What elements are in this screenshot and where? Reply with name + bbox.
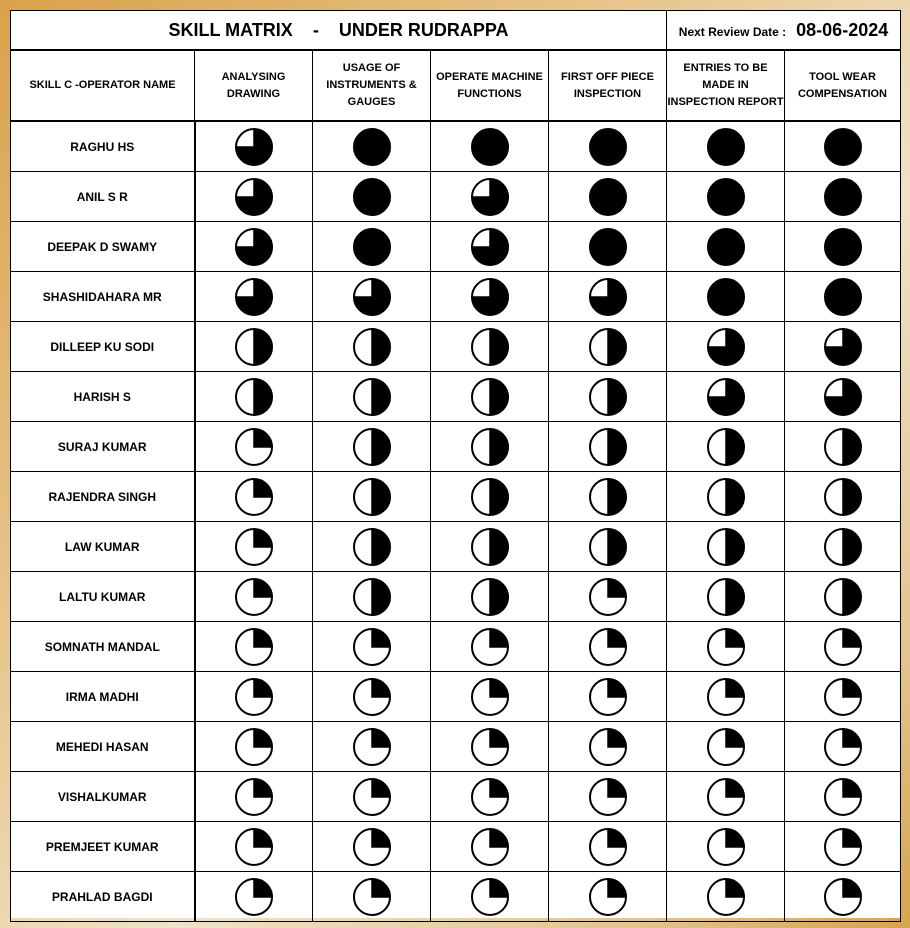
skill-level-icon — [234, 477, 274, 517]
skill-level-cell — [785, 222, 901, 272]
skill-level-icon — [706, 127, 746, 167]
skill-level-cell — [785, 322, 901, 372]
skill-level-icon — [352, 577, 392, 617]
skill-level-cell — [313, 121, 431, 172]
column-header-row — [11, 50, 901, 121]
skill-level-icon — [470, 427, 510, 467]
skill-level-cell — [313, 772, 431, 822]
skill-level-cell — [785, 522, 901, 572]
skill-level-icon — [823, 727, 863, 767]
skill-level-cell — [431, 472, 549, 522]
skill-header-line: ANALYSING — [221, 70, 286, 83]
skill-level-cell — [431, 772, 549, 822]
skill-level-cell — [313, 422, 431, 472]
skill-level-cell — [667, 322, 785, 372]
skill-level-cell — [549, 722, 667, 772]
skill-level-icon — [234, 127, 274, 167]
skill-level-cell — [549, 272, 667, 322]
skill-level-cell — [195, 422, 313, 472]
skill-level-icon — [588, 877, 628, 917]
skill-level-cell — [785, 472, 901, 522]
operator-row — [11, 372, 901, 422]
skill-level-icon — [470, 627, 510, 667]
skill-level-icon — [823, 877, 863, 917]
skill-level-icon — [823, 677, 863, 717]
skill-level-icon — [470, 777, 510, 817]
skill-level-cell — [195, 822, 313, 872]
operator-name: RAGHU HS — [11, 121, 195, 172]
skill-level-icon — [470, 527, 510, 567]
operator-row — [11, 772, 901, 822]
skill-level-cell — [549, 472, 667, 522]
skill-level-icon — [352, 477, 392, 517]
operator-row — [11, 622, 901, 672]
skill-level-cell — [667, 222, 785, 272]
skill-level-icon — [352, 777, 392, 817]
skill-level-icon — [234, 377, 274, 417]
skill-level-cell — [667, 772, 785, 822]
skill-level-icon — [470, 477, 510, 517]
operator-name: HARISH S — [11, 372, 195, 422]
skill-level-icon — [588, 327, 628, 367]
skill-level-icon — [470, 727, 510, 767]
skill-level-icon — [352, 227, 392, 267]
skill-level-cell — [785, 572, 901, 622]
skill-header — [195, 50, 313, 121]
skill-level-icon — [706, 677, 746, 717]
skill-level-icon — [352, 127, 392, 167]
skill-level-cell — [431, 422, 549, 472]
skill-level-icon — [470, 277, 510, 317]
skill-level-icon — [706, 727, 746, 767]
skill-level-icon — [470, 127, 510, 167]
skill-level-icon — [352, 677, 392, 717]
skill-level-cell — [667, 522, 785, 572]
skill-level-cell — [313, 822, 431, 872]
skill-level-cell — [313, 272, 431, 322]
operator-name: LALTU KUMAR — [11, 572, 195, 622]
skill-level-icon — [470, 377, 510, 417]
skill-level-cell — [667, 121, 785, 172]
skill-level-cell — [667, 622, 785, 672]
operator-name: VISHALKUMAR — [11, 772, 195, 822]
skill-level-cell — [785, 622, 901, 672]
skill-level-icon — [823, 427, 863, 467]
review-date-value: 08-06-2024 — [796, 19, 889, 40]
skill-level-cell — [667, 872, 785, 922]
skill-level-cell — [785, 372, 901, 422]
skill-level-cell — [313, 322, 431, 372]
skill-level-icon — [823, 527, 863, 567]
skill-header — [549, 50, 667, 121]
skill-level-icon — [234, 427, 274, 467]
skill-level-icon — [234, 527, 274, 567]
skill-level-cell — [195, 622, 313, 672]
skill-header-line: GAUGES — [347, 96, 396, 108]
skill-level-cell — [549, 572, 667, 622]
operator-row — [11, 572, 901, 622]
skill-level-cell — [785, 422, 901, 472]
skill-level-cell — [667, 472, 785, 522]
skill-level-icon — [706, 177, 746, 217]
skill-level-cell — [195, 872, 313, 922]
skill-level-icon — [823, 377, 863, 417]
skill-header-line: COMPENSATION — [797, 87, 888, 100]
skill-level-cell — [431, 121, 549, 172]
skill-level-icon — [706, 327, 746, 367]
skill-level-icon — [234, 277, 274, 317]
skill-level-cell — [313, 172, 431, 222]
skill-level-cell — [195, 672, 313, 722]
skill-level-icon — [706, 227, 746, 267]
skill-header — [667, 50, 785, 121]
operator-row — [11, 872, 901, 922]
skill-level-icon — [588, 427, 628, 467]
skill-level-icon — [706, 427, 746, 467]
skill-header-line: INSPECTION REPORT — [667, 96, 784, 108]
skill-level-cell — [549, 622, 667, 672]
skill-level-cell — [431, 872, 549, 922]
skill-level-cell — [195, 372, 313, 422]
skill-level-icon — [823, 827, 863, 867]
skill-header-line: FIRST OFF PIECE — [561, 70, 654, 83]
skill-level-icon — [234, 877, 274, 917]
skill-level-cell — [195, 121, 313, 172]
skill-level-cell — [549, 422, 667, 472]
skill-level-icon — [352, 377, 392, 417]
skill-level-icon — [823, 177, 863, 217]
skill-level-cell — [667, 572, 785, 622]
operator-name: MEHEDI HASAN — [11, 722, 195, 772]
skill-level-icon — [588, 777, 628, 817]
skill-level-cell — [313, 572, 431, 622]
skill-level-cell — [667, 372, 785, 422]
operator-row — [11, 722, 901, 772]
skill-level-cell — [313, 622, 431, 672]
skill-header-line: INSPECTION — [573, 87, 642, 100]
skill-level-cell — [549, 522, 667, 572]
skill-level-cell — [549, 672, 667, 722]
skill-level-icon — [706, 527, 746, 567]
skill-level-cell — [431, 222, 549, 272]
skill-level-icon — [470, 177, 510, 217]
skill-level-cell — [431, 272, 549, 322]
skill-level-icon — [352, 827, 392, 867]
skill-level-icon — [588, 227, 628, 267]
skill-level-cell — [549, 372, 667, 422]
operator-row — [11, 822, 901, 872]
skill-level-cell — [549, 322, 667, 372]
skill-header-line: ENTRIES TO BE — [683, 62, 768, 74]
skill-level-icon — [706, 777, 746, 817]
skill-level-icon — [588, 727, 628, 767]
operator-name: SURAJ KUMAR — [11, 422, 195, 472]
skill-level-cell — [431, 722, 549, 772]
operator-row — [11, 172, 901, 222]
skill-level-cell — [195, 522, 313, 572]
skill-level-icon — [234, 677, 274, 717]
skill-level-cell — [549, 822, 667, 872]
skill-level-icon — [588, 127, 628, 167]
operator-name: DEEPAK D SWAMY — [11, 222, 195, 272]
skill-level-icon — [234, 327, 274, 367]
skill-level-icon — [234, 827, 274, 867]
skill-level-cell — [785, 872, 901, 922]
skill-level-icon — [823, 627, 863, 667]
operator-name: RAJENDRA SINGH — [11, 472, 195, 522]
skill-level-cell — [195, 472, 313, 522]
skill-header-line: TOOL WEAR — [809, 70, 876, 83]
skill-level-icon — [706, 277, 746, 317]
operator-name: IRMA MADHI — [11, 672, 195, 722]
skill-level-cell — [549, 222, 667, 272]
operator-rows — [11, 121, 901, 922]
skill-level-cell — [431, 572, 549, 622]
skill-level-cell — [667, 822, 785, 872]
skill-level-icon — [470, 827, 510, 867]
skill-level-icon — [706, 877, 746, 917]
skill-level-icon — [234, 227, 274, 267]
skill-level-cell — [785, 722, 901, 772]
operator-row — [11, 272, 901, 322]
skill-level-cell — [195, 272, 313, 322]
skill-level-icon — [588, 277, 628, 317]
skill-level-cell — [549, 121, 667, 172]
skill-level-cell — [195, 722, 313, 772]
skill-level-cell — [431, 672, 549, 722]
operator-name: DILLEEP KU SODI — [11, 322, 195, 372]
operator-name: ANIL S R — [11, 172, 195, 222]
skill-level-cell — [195, 222, 313, 272]
skill-level-cell — [785, 121, 901, 172]
skill-header — [785, 50, 901, 121]
skill-level-cell — [549, 172, 667, 222]
operator-row — [11, 322, 901, 372]
skill-level-icon — [706, 477, 746, 517]
skill-header — [313, 50, 431, 121]
skill-level-icon — [823, 127, 863, 167]
skill-level-icon — [588, 627, 628, 667]
skill-level-icon — [823, 477, 863, 517]
skill-level-icon — [352, 277, 392, 317]
skill-level-cell — [195, 772, 313, 822]
operator-name: PREMJEET KUMAR — [11, 822, 195, 872]
review-date-cell — [667, 11, 901, 51]
title-row — [11, 11, 901, 51]
skill-level-icon — [470, 227, 510, 267]
skill-level-icon — [352, 627, 392, 667]
operator-name-header: SKILL C -OPERATOR NAME — [11, 50, 195, 121]
skill-level-icon — [588, 577, 628, 617]
operator-row — [11, 422, 901, 472]
operator-row — [11, 672, 901, 722]
skill-level-cell — [785, 272, 901, 322]
skill-level-icon — [588, 477, 628, 517]
skill-level-cell — [313, 222, 431, 272]
skill-header-line: USAGE OF — [342, 62, 401, 74]
operator-row — [11, 222, 901, 272]
skill-matrix-table — [10, 10, 901, 922]
skill-level-cell — [431, 522, 549, 572]
skill-level-icon — [823, 777, 863, 817]
skill-level-cell — [313, 872, 431, 922]
skill-level-cell — [313, 522, 431, 572]
operator-name: LAW KUMAR — [11, 522, 195, 572]
page-title: SKILL MATRIX - UNDER RUDRAPPA — [11, 11, 667, 51]
skill-level-icon — [823, 277, 863, 317]
skill-level-icon — [588, 677, 628, 717]
skill-level-cell — [785, 672, 901, 722]
skill-level-icon — [470, 577, 510, 617]
skill-level-icon — [706, 627, 746, 667]
skill-level-icon — [823, 327, 863, 367]
skill-level-cell — [785, 172, 901, 222]
skill-header — [431, 50, 549, 121]
skill-level-icon — [352, 877, 392, 917]
skill-level-cell — [195, 172, 313, 222]
skill-level-icon — [234, 727, 274, 767]
skill-level-cell — [667, 422, 785, 472]
skill-level-icon — [352, 177, 392, 217]
skill-level-icon — [706, 377, 746, 417]
skill-level-cell — [195, 572, 313, 622]
skill-level-icon — [470, 327, 510, 367]
skill-level-icon — [823, 227, 863, 267]
skill-level-cell — [313, 472, 431, 522]
operator-name: PRAHLAD BAGDI — [11, 872, 195, 922]
operator-row — [11, 472, 901, 522]
skill-header-line: INSTRUMENTS & — [326, 79, 417, 91]
skill-level-icon — [234, 577, 274, 617]
skill-level-icon — [706, 577, 746, 617]
skill-header-line: FUNCTIONS — [457, 87, 522, 100]
skill-level-icon — [823, 577, 863, 617]
skill-level-cell — [431, 622, 549, 672]
skill-level-icon — [588, 827, 628, 867]
skill-level-icon — [470, 677, 510, 717]
skill-level-icon — [352, 527, 392, 567]
skill-level-cell — [431, 172, 549, 222]
operator-name: SHASHIDAHARA MR — [11, 272, 195, 322]
skill-level-icon — [470, 877, 510, 917]
skill-level-icon — [234, 777, 274, 817]
skill-level-icon — [588, 177, 628, 217]
skill-header-line: MADE IN — [702, 79, 749, 91]
skill-level-cell — [667, 272, 785, 322]
skill-level-cell — [431, 322, 549, 372]
skill-level-icon — [588, 527, 628, 567]
skill-level-cell — [785, 822, 901, 872]
skill-level-icon — [234, 627, 274, 667]
skill-level-cell — [313, 372, 431, 422]
skill-matrix-sheet — [10, 10, 900, 918]
review-date-label: Next Review Date : — [678, 24, 787, 39]
skill-level-cell — [431, 372, 549, 422]
operator-row — [11, 121, 901, 172]
operator-row — [11, 522, 901, 572]
skill-level-cell — [313, 722, 431, 772]
skill-level-cell — [667, 672, 785, 722]
skill-level-icon — [588, 377, 628, 417]
skill-level-cell — [549, 772, 667, 822]
skill-level-cell — [667, 172, 785, 222]
operator-name: SOMNATH MANDAL — [11, 622, 195, 672]
skill-level-cell — [431, 822, 549, 872]
skill-header-line: DRAWING — [226, 87, 281, 100]
skill-level-icon — [352, 727, 392, 767]
skill-level-icon — [234, 177, 274, 217]
skill-header-line: OPERATE MACHINE — [436, 70, 543, 83]
skill-level-cell — [549, 872, 667, 922]
skill-level-icon — [352, 427, 392, 467]
skill-level-icon — [706, 827, 746, 867]
skill-level-cell — [313, 672, 431, 722]
skill-level-cell — [195, 322, 313, 372]
skill-level-cell — [667, 722, 785, 772]
skill-level-cell — [785, 772, 901, 822]
skill-level-icon — [352, 327, 392, 367]
